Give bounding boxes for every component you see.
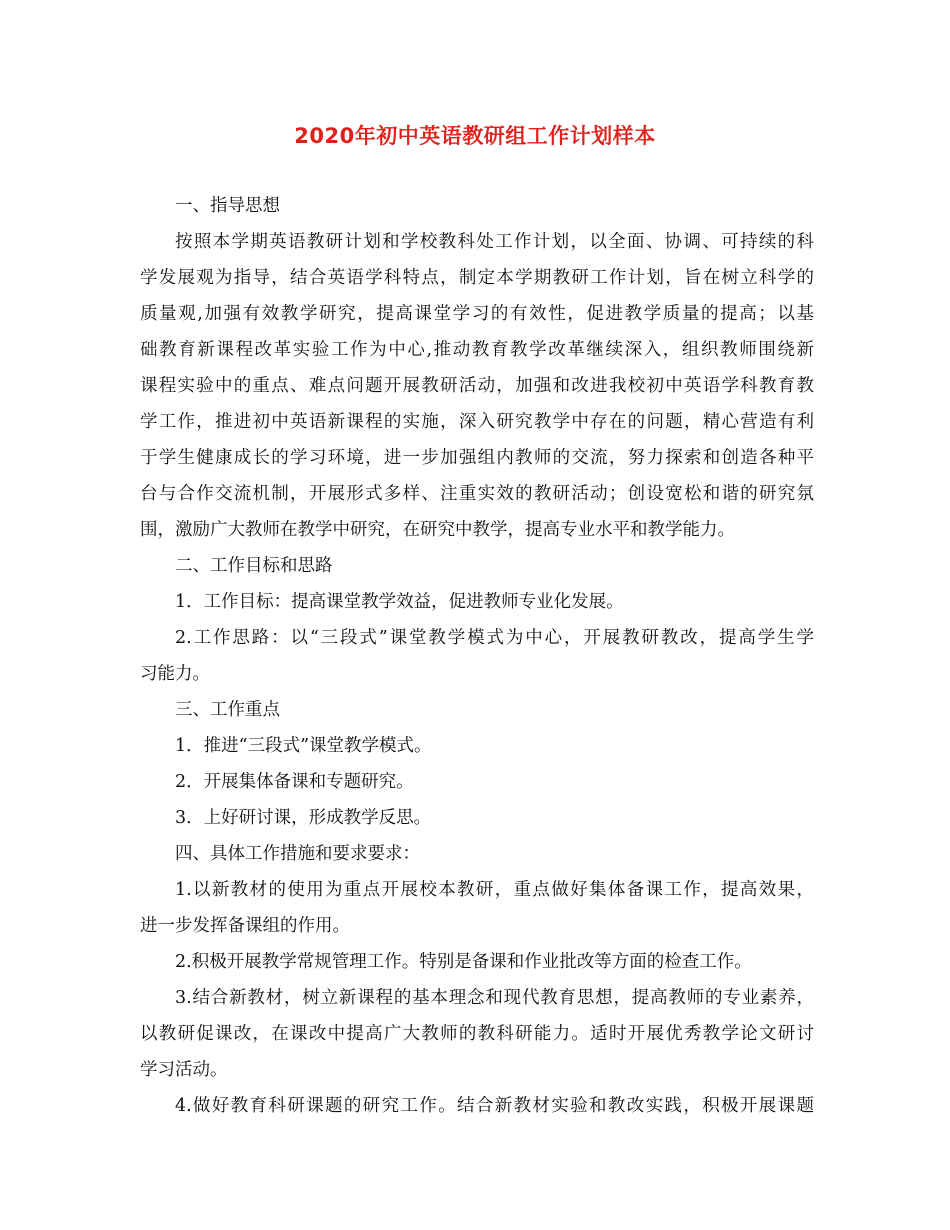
text-line: 3．上好研讨课，形成教学反思。 bbox=[175, 808, 432, 828]
text-line: 课程实验中的重点、难点问题开展教研活动，加强和改进我校初中英语学科教育教 bbox=[140, 376, 814, 396]
text-line: 学习活动。 bbox=[140, 1060, 228, 1080]
text-line: 三、工作重点 bbox=[175, 700, 280, 720]
document-body bbox=[140, 188, 814, 1124]
text-line: 1.以新教材的使用为重点开展校本教研，重点做好集体备课工作，提高效果， bbox=[175, 880, 814, 900]
document-title: 2020年初中英语教研组工作计划样本 bbox=[294, 124, 656, 148]
text-line: 1．推进“三段式”课堂教学模式。 bbox=[175, 736, 432, 756]
text-line: 3.结合新教材，树立新课程的基本理念和现代教育思想，提高教师的专业素养， bbox=[175, 988, 814, 1008]
text-line: 进一步发挥备课组的作用。 bbox=[140, 916, 350, 936]
text-line: 1．工作目标：提高课堂教学效益，促进教师专业化发展。 bbox=[175, 592, 624, 612]
text-line: 习能力。 bbox=[140, 664, 210, 684]
text-line: 学发展观为指导，结合英语学科特点，制定本学期教研工作计划，旨在树立科学的 bbox=[140, 268, 814, 288]
text-line: 4.做好教育科研课题的研究工作。结合新教材实验和教改实践，积极开展课题 bbox=[175, 1096, 814, 1116]
text-line: 2.工作思路：以“三段式”课堂教学模式为中心，开展教研教改，提高学生学 bbox=[175, 628, 814, 648]
text-line: 按照本学期英语教研计划和学校教科处工作计划，以全面、协调、可持续的科 bbox=[175, 232, 814, 252]
text-line: 二、工作目标和思路 bbox=[175, 556, 333, 576]
text-line: 四、具体工作措施和要求要求： bbox=[175, 844, 420, 864]
text-line: 围，激励广大教师在教学中研究，在研究中教学，提高专业水平和教学能力。 bbox=[140, 520, 735, 540]
text-line: 学工作，推进初中英语新课程的实施，深入研究教学中存在的问题，精心营造有利 bbox=[140, 412, 814, 432]
text-line: 2.积极开展教学常规管理工作。特别是备课和作业批改等方面的检查工作。 bbox=[175, 952, 752, 972]
text-line: 台与合作交流机制，开展形式多样、注重实效的教研活动；创设宽松和谐的研究氛 bbox=[140, 484, 814, 504]
text-line: 一、指导思想 bbox=[175, 196, 280, 216]
text-line: 质量观,加强有效教学研究，提高课堂学习的有效性，促进教学质量的提高；以基 bbox=[140, 304, 814, 324]
text-line: 于学生健康成长的学习环境，进一步加强组内教师的交流，努力探索和创造各种平 bbox=[140, 448, 814, 468]
text-line: 以教研促课改，在课改中提高广大教师的教科研能力。适时开展优秀教学论文研讨 bbox=[140, 1024, 814, 1044]
text-line: 2．开展集体备课和专题研究。 bbox=[175, 772, 414, 792]
text-line: 础教育新课程改革实验工作为中心,推动教育教学改革继续深入，组织教师围绕新 bbox=[140, 340, 814, 360]
